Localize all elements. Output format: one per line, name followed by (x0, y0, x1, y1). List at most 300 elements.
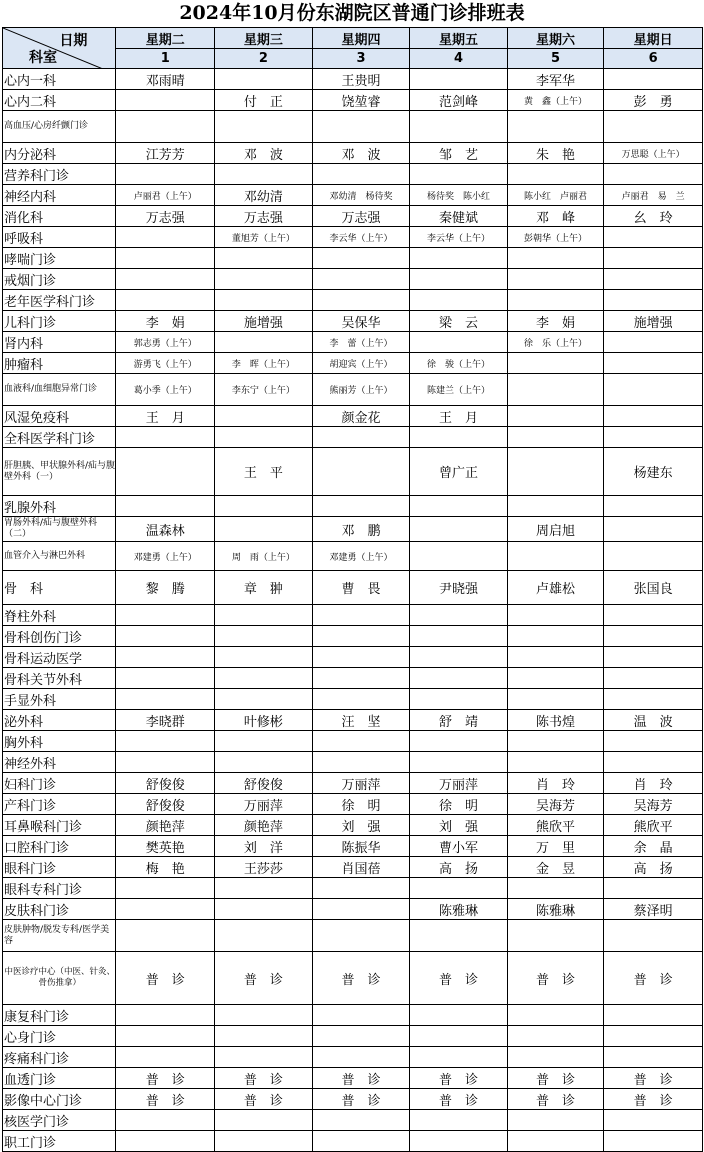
schedule-cell (507, 878, 603, 899)
schedule-cell (116, 647, 215, 668)
schedule-cell (116, 427, 215, 448)
schedule-cell (507, 752, 603, 773)
schedule-cell: 邓 峰 (507, 206, 603, 227)
day-header: 星期二 (116, 28, 215, 49)
schedule-cell (604, 111, 703, 143)
schedule-cell: 杨待奖 陈小红 (410, 185, 508, 206)
schedule-cell: 江芳芳 (116, 143, 215, 164)
schedule-cell (604, 1026, 703, 1047)
schedule-cell (410, 517, 508, 542)
schedule-cell: 普 诊 (604, 1089, 703, 1110)
schedule-cell: 李 娟 (507, 311, 603, 332)
schedule-cell (312, 899, 410, 920)
dept-cell: 口腔科门诊 (3, 836, 116, 857)
schedule-cell: 普 诊 (116, 1068, 215, 1089)
schedule-cell: 万志强 (312, 206, 410, 227)
schedule-cell: 李 晖（上午） (215, 353, 313, 374)
dept-cell: 神经外科 (3, 752, 116, 773)
schedule-cell: 王 月 (410, 406, 508, 427)
schedule-cell (604, 878, 703, 899)
table-row (3, 290, 703, 311)
schedule-cell (507, 496, 603, 517)
schedule-cell (604, 1047, 703, 1068)
schedule-cell (604, 290, 703, 311)
schedule-cell: 朱 艳 (507, 143, 603, 164)
schedule-cell: 周启旭 (507, 517, 603, 542)
schedule-cell (215, 626, 313, 647)
schedule-cell: 万志强 (116, 206, 215, 227)
schedule-cell: 金 昱 (507, 857, 603, 878)
schedule-cell: 邓幼清 杨待奖 (312, 185, 410, 206)
schedule-cell: 余 晶 (604, 836, 703, 857)
dept-cell: 眼科专科门诊 (3, 878, 116, 899)
table-row (3, 69, 703, 90)
schedule-cell (116, 269, 215, 290)
schedule-cell (215, 1005, 313, 1026)
schedule-cell (215, 689, 313, 710)
dept-cell: 骨 科 (3, 571, 116, 605)
table-row (3, 731, 703, 752)
schedule-cell (116, 164, 215, 185)
schedule-cell (312, 920, 410, 952)
schedule-cell (604, 605, 703, 626)
day-header: 星期五 (410, 28, 508, 49)
dept-cell: 核医学门诊 (3, 1110, 116, 1131)
schedule-cell (410, 111, 508, 143)
schedule-cell (507, 668, 603, 689)
dept-cell: 消化科 (3, 206, 116, 227)
table-row (3, 571, 703, 605)
table-row (3, 878, 703, 899)
schedule-cell (507, 269, 603, 290)
schedule-cell (116, 605, 215, 626)
schedule-cell (410, 332, 508, 353)
dept-cell: 中医诊疗中心（中医、针灸、骨伤推拿） (3, 952, 116, 1005)
schedule-cell: 葛小季（上午） (116, 374, 215, 406)
schedule-cell: 普 诊 (410, 1089, 508, 1110)
schedule-cell: 王 月 (116, 406, 215, 427)
dept-cell: 高血压/心房纤颤门诊 (3, 111, 116, 143)
schedule-cell: 熊丽芳（上午） (312, 374, 410, 406)
schedule-cell (215, 69, 313, 90)
table-row (3, 111, 703, 143)
schedule-cell (312, 448, 410, 496)
schedule-cell: 梅 艳 (116, 857, 215, 878)
schedule-cell: 颜金花 (312, 406, 410, 427)
schedule-cell (604, 1005, 703, 1026)
schedule-cell (410, 689, 508, 710)
schedule-cell (215, 668, 313, 689)
schedule-cell (116, 1026, 215, 1047)
schedule-cell (215, 427, 313, 448)
dept-cell: 营养科门诊 (3, 164, 116, 185)
schedule-cell: 陈建兰（上午） (410, 374, 508, 406)
table-row (3, 542, 703, 571)
table-row (3, 920, 703, 952)
schedule-cell: 普 诊 (215, 952, 313, 1005)
table-row (3, 90, 703, 111)
table-row (3, 752, 703, 773)
schedule-cell (312, 164, 410, 185)
schedule-cell (215, 1026, 313, 1047)
schedule-cell (604, 69, 703, 90)
dept-cell: 产科门诊 (3, 794, 116, 815)
schedule-cell (604, 752, 703, 773)
schedule-cell (116, 1131, 215, 1152)
schedule-cell: 王贵明 (312, 69, 410, 90)
schedule-cell: 普 诊 (312, 1089, 410, 1110)
table-row (3, 857, 703, 878)
schedule-cell (410, 1005, 508, 1026)
schedule-cell (215, 605, 313, 626)
schedule-cell: 肖 玲 (604, 773, 703, 794)
schedule-cell (312, 1110, 410, 1131)
schedule-cell (410, 269, 508, 290)
schedule-cell: 普 诊 (312, 1068, 410, 1089)
schedule-cell (312, 647, 410, 668)
schedule-cell: 吴海芳 (604, 794, 703, 815)
schedule-cell: 熊欣平 (604, 815, 703, 836)
schedule-cell (410, 427, 508, 448)
schedule-cell: 舒俊俊 (116, 794, 215, 815)
schedule-cell: 陈书煌 (507, 710, 603, 731)
schedule-cell: 温森林 (116, 517, 215, 542)
schedule-cell (410, 248, 508, 269)
schedule-cell: 刘 强 (410, 815, 508, 836)
schedule-cell: 张国良 (604, 571, 703, 605)
table-row (3, 1047, 703, 1068)
schedule-cell (116, 626, 215, 647)
dept-cell: 康复科门诊 (3, 1005, 116, 1026)
table-row (3, 1089, 703, 1110)
schedule-cell: 曾广正 (410, 448, 508, 496)
table-row (3, 647, 703, 668)
table-row (3, 406, 703, 427)
schedule-cell (507, 1110, 603, 1131)
schedule-cell (215, 111, 313, 143)
table-row (3, 353, 703, 374)
schedule-cell (215, 332, 313, 353)
dept-cell: 胸外科 (3, 731, 116, 752)
dept-cell: 骨科运动医学 (3, 647, 116, 668)
schedule-cell (215, 248, 313, 269)
schedule-cell (215, 731, 313, 752)
schedule-cell (215, 290, 313, 311)
dept-cell: 手显外科 (3, 689, 116, 710)
schedule-cell (604, 496, 703, 517)
schedule-cell (215, 269, 313, 290)
day-header: 星期三 (215, 28, 313, 49)
schedule-cell (604, 164, 703, 185)
schedule-cell: 曹小军 (410, 836, 508, 857)
schedule-cell (116, 111, 215, 143)
dept-cell: 儿科门诊 (3, 311, 116, 332)
schedule-cell (410, 647, 508, 668)
dept-cell: 哮喘门诊 (3, 248, 116, 269)
schedule-cell: 普 诊 (507, 1089, 603, 1110)
schedule-cell (116, 227, 215, 248)
dept-cell: 泌外科 (3, 710, 116, 731)
schedule-cell (410, 1131, 508, 1152)
schedule-cell (312, 878, 410, 899)
schedule-cell (116, 496, 215, 517)
table-row (3, 448, 703, 496)
schedule-cell (604, 517, 703, 542)
schedule-cell (604, 731, 703, 752)
schedule-cell (312, 1047, 410, 1068)
dept-cell: 脊柱外科 (3, 605, 116, 626)
dept-label: 科室 (29, 50, 57, 66)
schedule-cell: 普 诊 (215, 1068, 313, 1089)
schedule-cell (507, 427, 603, 448)
schedule-cell: 彭朝华（上午） (507, 227, 603, 248)
table-row (3, 185, 703, 206)
schedule-cell: 邓 波 (215, 143, 313, 164)
schedule-cell: 普 诊 (215, 1089, 313, 1110)
schedule-cell (116, 448, 215, 496)
schedule-cell (312, 1026, 410, 1047)
schedule-cell (215, 878, 313, 899)
table-row (3, 496, 703, 517)
dept-cell: 眼科门诊 (3, 857, 116, 878)
schedule-cell (116, 1005, 215, 1026)
schedule-cell: 樊英艳 (116, 836, 215, 857)
schedule-cell (507, 731, 603, 752)
schedule-cell (410, 920, 508, 952)
schedule-cell: 叶修彬 (215, 710, 313, 731)
schedule-cell: 李晓群 (116, 710, 215, 731)
schedule-cell (604, 647, 703, 668)
schedule-cell (507, 353, 603, 374)
schedule-cell (604, 269, 703, 290)
schedule-cell (410, 668, 508, 689)
schedule-cell: 饶堃睿 (312, 90, 410, 111)
schedule-cell: 刘 强 (312, 815, 410, 836)
schedule-cell (507, 164, 603, 185)
table-row (3, 1110, 703, 1131)
table-row (3, 206, 703, 227)
table-row (3, 248, 703, 269)
schedule-cell (116, 752, 215, 773)
schedule-cell (507, 605, 603, 626)
table-row (3, 794, 703, 815)
schedule-cell (312, 605, 410, 626)
schedule-cell: 梁 云 (410, 311, 508, 332)
schedule-cell: 卢丽君 易 兰 (604, 185, 703, 206)
dept-cell: 肿瘤科 (3, 353, 116, 374)
schedule-cell: 肖 玲 (507, 773, 603, 794)
dept-cell: 皮肤肿物/脱发专科/医学美容 (3, 920, 116, 952)
dept-cell: 心内一科 (3, 69, 116, 90)
schedule-cell: 邓 鹏 (312, 517, 410, 542)
schedule-cell: 章 翀 (215, 571, 313, 605)
dept-cell: 风湿免疫科 (3, 406, 116, 427)
schedule-cell (410, 496, 508, 517)
schedule-cell: 周 雨（上午） (215, 542, 313, 571)
schedule-cell (410, 290, 508, 311)
table-row (3, 605, 703, 626)
schedule-cell (604, 227, 703, 248)
schedule-cell: 李东宁（上午） (215, 374, 313, 406)
schedule-cell (116, 1110, 215, 1131)
date-header: 3 (312, 49, 410, 69)
dept-cell: 骨科关节外科 (3, 668, 116, 689)
schedule-cell: 熊欣平 (507, 815, 603, 836)
schedule-cell: 刘 洋 (215, 836, 313, 857)
schedule-cell (507, 1026, 603, 1047)
schedule-cell: 施增强 (215, 311, 313, 332)
dept-cell: 全科医学科门诊 (3, 427, 116, 448)
schedule-cell (507, 626, 603, 647)
schedule-cell: 胡迎宾（上午） (312, 353, 410, 374)
schedule-cell (604, 920, 703, 952)
schedule-cell (604, 248, 703, 269)
schedule-cell: 徐 明 (312, 794, 410, 815)
schedule-cell (507, 542, 603, 571)
schedule-cell (116, 899, 215, 920)
dept-cell: 神经内科 (3, 185, 116, 206)
schedule-cell: 施增强 (604, 311, 703, 332)
schedule-cell: 郭志勇（上午） (116, 332, 215, 353)
schedule-cell: 陈振华 (312, 836, 410, 857)
schedule-cell: 李 蕾（上午） (312, 332, 410, 353)
schedule-cell (312, 668, 410, 689)
schedule-cell (116, 90, 215, 111)
table-row (3, 626, 703, 647)
page-title: 2024年10月份东湖院区普通门诊排班表 (179, 2, 525, 24)
schedule-cell (215, 752, 313, 773)
schedule-cell: 邓建勇（上午） (116, 542, 215, 571)
dept-cell: 肝胆胰、甲状腺外科/疝与腹壁外科（一） (3, 448, 116, 496)
schedule-cell: 吴保华 (312, 311, 410, 332)
schedule-cell (312, 248, 410, 269)
schedule-cell (410, 69, 508, 90)
schedule-cell: 黄 鑫（上午） (507, 90, 603, 111)
corner-header (3, 28, 116, 69)
schedule-cell: 颜艳萍 (215, 815, 313, 836)
schedule-cell: 范剑峰 (410, 90, 508, 111)
schedule-cell: 黎 腾 (116, 571, 215, 605)
table-row (3, 374, 703, 406)
dept-cell: 耳鼻喉科门诊 (3, 815, 116, 836)
schedule-cell (410, 878, 508, 899)
schedule-cell (312, 496, 410, 517)
schedule-cell (116, 290, 215, 311)
schedule-cell (312, 1131, 410, 1152)
schedule-cell: 万丽萍 (215, 794, 313, 815)
table-row (3, 899, 703, 920)
schedule-cell (507, 920, 603, 952)
table-row (3, 710, 703, 731)
schedule-cell: 王 平 (215, 448, 313, 496)
schedule-cell: 尹晓强 (410, 571, 508, 605)
table-row (3, 815, 703, 836)
dept-cell: 疼痛科门诊 (3, 1047, 116, 1068)
schedule-cell (604, 374, 703, 406)
schedule-cell (507, 1131, 603, 1152)
schedule-cell (410, 1110, 508, 1131)
dept-cell: 影像中心门诊 (3, 1089, 116, 1110)
schedule-cell: 董旭芳（上午） (215, 227, 313, 248)
schedule-cell: 李云华（上午） (410, 227, 508, 248)
schedule-cell (507, 406, 603, 427)
schedule-cell: 普 诊 (410, 952, 508, 1005)
schedule-cell (312, 626, 410, 647)
header-days-row (3, 28, 703, 49)
date-label: 日期 (59, 33, 88, 49)
table-row (3, 517, 703, 542)
schedule-cell: 幺 玲 (604, 206, 703, 227)
table-row (3, 332, 703, 353)
schedule-cell: 普 诊 (116, 1089, 215, 1110)
schedule-cell (215, 920, 313, 952)
dept-cell: 心身门诊 (3, 1026, 116, 1047)
schedule-cell: 邓建勇（上午） (312, 542, 410, 571)
schedule-cell (116, 1047, 215, 1068)
dept-cell: 皮肤科门诊 (3, 899, 116, 920)
date-header: 1 (116, 49, 215, 69)
schedule-cell: 王莎莎 (215, 857, 313, 878)
dept-cell: 妇科门诊 (3, 773, 116, 794)
schedule-cell: 李 娟 (116, 311, 215, 332)
schedule-cell: 普 诊 (507, 952, 603, 1005)
schedule-cell (215, 1131, 313, 1152)
schedule-cell (507, 248, 603, 269)
schedule-cell: 万 里 (507, 836, 603, 857)
schedule-cell: 高 扬 (410, 857, 508, 878)
date-header: 6 (604, 49, 703, 69)
schedule-cell: 游勇飞（上午） (116, 353, 215, 374)
schedule-cell (410, 164, 508, 185)
dept-cell: 肾内科 (3, 332, 116, 353)
schedule-cell (215, 647, 313, 668)
schedule-cell (116, 668, 215, 689)
dept-cell: 内分泌科 (3, 143, 116, 164)
schedule-cell (215, 517, 313, 542)
schedule-cell: 邓幼清 (215, 185, 313, 206)
schedule-cell: 万志强 (215, 206, 313, 227)
table-row (3, 773, 703, 794)
schedule-cell: 徐 骏（上午） (410, 353, 508, 374)
schedule-cell (215, 164, 313, 185)
dept-cell: 骨科创伤门诊 (3, 626, 116, 647)
date-header: 2 (215, 49, 313, 69)
schedule-cell (215, 1110, 313, 1131)
schedule-cell: 普 诊 (116, 952, 215, 1005)
dept-cell: 呼吸科 (3, 227, 116, 248)
schedule-cell (604, 427, 703, 448)
schedule-cell (507, 448, 603, 496)
schedule-cell: 徐 乐（上午） (507, 332, 603, 353)
schedule-cell (215, 1047, 313, 1068)
schedule-cell (410, 542, 508, 571)
schedule-cell (507, 290, 603, 311)
table-row (3, 269, 703, 290)
schedule-cell (604, 689, 703, 710)
schedule-cell (312, 1005, 410, 1026)
schedule-cell: 邓 波 (312, 143, 410, 164)
schedule-cell (410, 605, 508, 626)
schedule-cell: 舒俊俊 (215, 773, 313, 794)
day-header: 星期六 (507, 28, 603, 49)
schedule-cell: 万思聪（上午） (604, 143, 703, 164)
schedule-cell: 普 诊 (312, 952, 410, 1005)
schedule-cell (116, 878, 215, 899)
schedule-cell: 李云华（上午） (312, 227, 410, 248)
schedule-cell (312, 427, 410, 448)
schedule-cell: 卢丽君（上午） (116, 185, 215, 206)
dept-cell: 血透门诊 (3, 1068, 116, 1089)
